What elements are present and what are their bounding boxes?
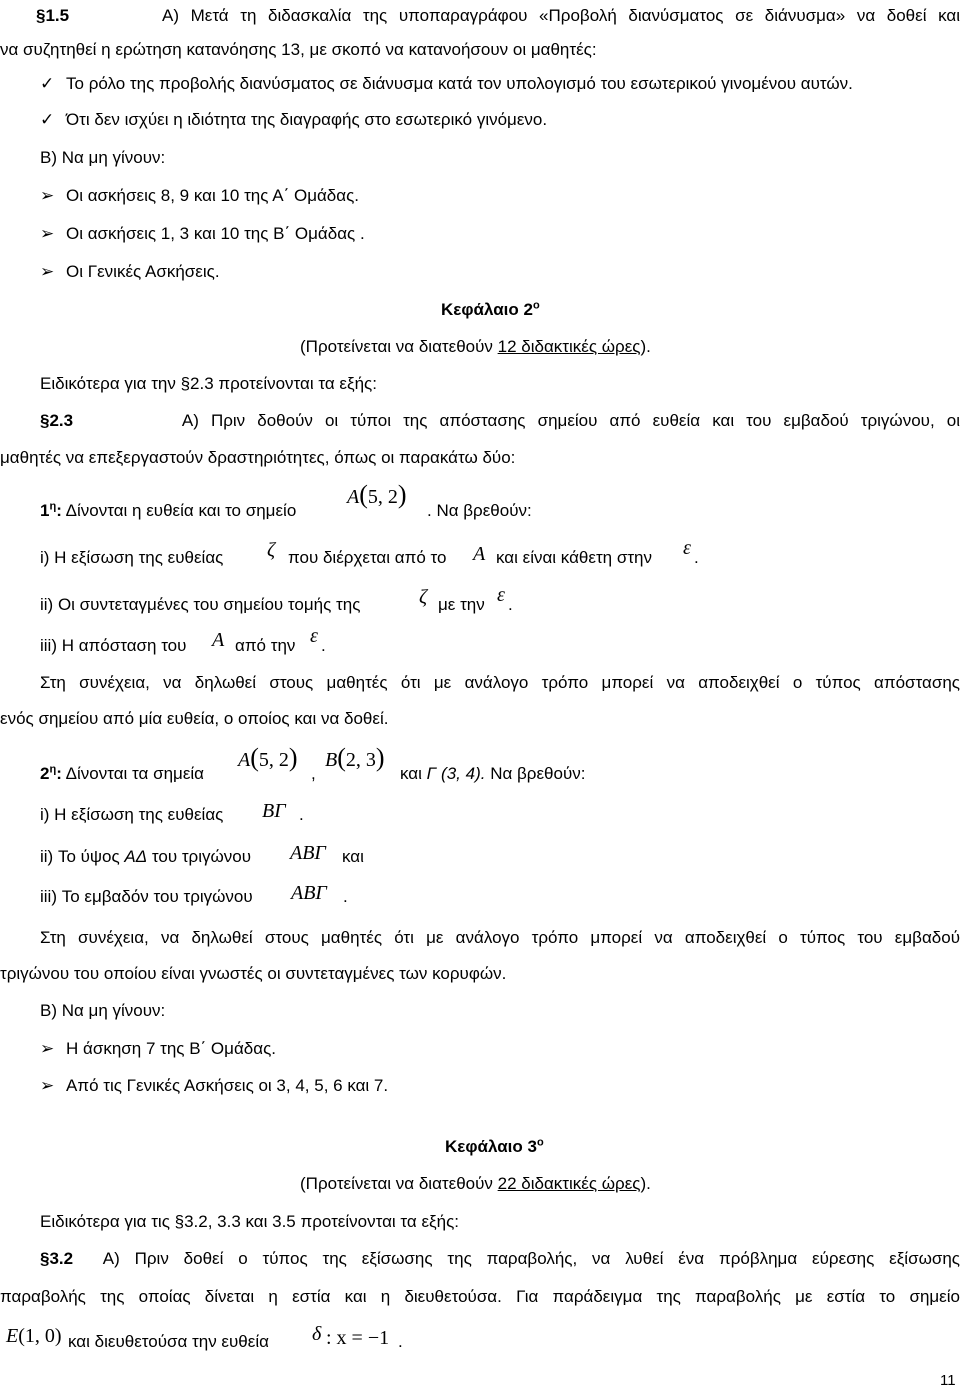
check-item-text: Το ρόλο της προβολής διανύσματος σε διάνυσμα κατά τον υπολογισμό του εσωτερικού γινομένου αυτών.	[66, 74, 853, 93]
paragraph-line: παραβολής της οποίας δίνεται η εστία και η διευθετούσα. Για παράδειγμα της παραβολής με εστία το σημείο	[0, 1287, 960, 1306]
page-number: 11	[940, 1372, 956, 1389]
activity-1-item-ii: ii) Οι συντεταγμένες του σημείου τομής της ζ με την ε .	[40, 584, 513, 614]
arrow-item-text: Η άσκηση 7 της Β΄ Ομάδας.	[66, 1039, 276, 1058]
arrow-bullet-icon: ➢	[40, 262, 55, 281]
activity-2-item-iii: iii) Το εμβαδόν του τριγώνου ΑΒΓ .	[40, 882, 348, 906]
activity-2-item-i: i) Η εξίσωση της ευθείας ΒΓ .	[40, 800, 304, 824]
arrow-item	[40, 184, 960, 208]
subheading: Β) Να μη γίνουν:	[40, 148, 166, 167]
check-item	[40, 72, 960, 96]
chapter-3-hours: (Προτείνεται να διατεθούν 22 διδακτικές ώρες).	[300, 1174, 651, 1193]
section-label: §1.5	[36, 6, 70, 25]
section-1-5-intro	[36, 4, 960, 28]
arrow-item-text: Οι Γενικές Ασκήσεις.	[66, 262, 220, 281]
arrow-item	[40, 1037, 960, 1061]
math-point-b: B(2, 3)	[325, 743, 385, 772]
activity-2: $2^\eta$: Δίνονται τα σημεία A(5, 2) , B(2, 3) και Γ (3, 4). Να βρεθούν:	[40, 743, 586, 783]
math-point-a: A(5, 2)	[238, 743, 298, 772]
arrow-bullet-icon: ➢	[40, 1076, 55, 1095]
activity-2-item-ii: ii) Το ύψος ΑΔ του τριγώνου ΑΒΓ και	[40, 842, 364, 866]
check-item	[40, 108, 960, 132]
section-2-3-intro: §2.3 Α) Πριν δοθούν οι τύποι της απόστασης σημείου από ευθεία και του εμβαδού τριγώνου, οι	[40, 411, 960, 430]
subheading: Β) Να μη γίνουν:	[40, 1001, 166, 1020]
arrow-item-text: Οι ασκήσεις 8, 9 και 10 της Α΄ Ομάδας.	[66, 186, 360, 205]
paragraph-line: Στη συνέχεια, να δηλωθεί στους μαθητές ότι με ανάλογο τρόπο μπορεί να αποδειχθεί ο τύπος απόστασης	[40, 673, 960, 692]
paragraph-text: Α) Μετά τη διδασκαλία της υποπαραγράφου «Προβολή διανύσματος σε διάνυσμα» να δοθεί και	[161, 6, 960, 25]
activity-1: $1^\eta$: Δίνονται η ευθεία και το σημείο A(5, 2) . Να βρεθούν:	[40, 480, 532, 520]
math-point-e: E(1, 0)	[6, 1325, 62, 1347]
section-3-2-intro: §3.2 Α) Πριν δοθεί ο τύπος της εξίσωσης της παραβολής, να λυθεί ένα πρόβλημα εύρεσης εξίσωσης	[40, 1249, 960, 1268]
chapter-2-title: Κεφάλαιο $2^o$	[441, 299, 540, 319]
activity-1-item-iii: iii) Η απόσταση του A από την ε .	[40, 625, 326, 655]
check-icon: ✓	[40, 74, 55, 93]
arrow-item-text: Από τις Γενικές Ασκήσεις οι 3, 4, 5, 6 και 7.	[66, 1076, 389, 1095]
check-item-text: Ότι δεν ισχύει η ιδιότητα της διαγραφής στο εσωτερικό γινόμενο.	[66, 110, 548, 129]
arrow-bullet-icon: ➢	[40, 224, 55, 243]
arrow-bullet-icon: ➢	[40, 1039, 55, 1058]
arrow-item-text: Οι ασκήσεις 1, 3 και 10 της Β΄ Ομάδας .	[66, 224, 365, 243]
paragraph-line: Ειδικότερα για τις §3.2, 3.3 και 3.5 προτείνονται τα εξής:	[40, 1212, 460, 1231]
check-icon: ✓	[40, 110, 55, 129]
paragraph-line: μαθητές να επεξεργαστούν δραστηριότητες, όπως οι παρακάτω δύο:	[0, 448, 516, 467]
chapter-2-hours: (Προτείνεται να διατεθούν 12 διδακτικές ώρες).	[300, 337, 651, 356]
arrow-item	[40, 222, 960, 246]
section-label: §2.3	[40, 411, 74, 430]
arrow-item	[40, 260, 960, 284]
chapter-3-title: Κεφάλαιο $3^o$	[445, 1136, 544, 1156]
paragraph-line: Ειδικότερα για την §2.3 προτείνονται τα εξής:	[40, 374, 377, 393]
arrow-bullet-icon: ➢	[40, 186, 55, 205]
activity-1-item-i: i) Η εξίσωση της ευθείας ζ που διέρχεται από το A και είναι κάθετη στην ε .	[40, 537, 699, 567]
section-label: §3.2	[40, 1249, 74, 1268]
math-point-a: A(5, 2)	[347, 480, 407, 509]
paragraph-line: τριγώνου του οποίου είναι γνωστές οι συντεταγμένες των κορυφών.	[0, 964, 507, 983]
paragraph-line: να συζητηθεί η ερώτηση κατανόησης 13, με σκοπό να κατανοήσουν οι μαθητές:	[0, 40, 597, 59]
arrow-item	[40, 1074, 960, 1098]
paragraph-line: Στη συνέχεια, να δηλωθεί στους μαθητές ότι με ανάλογο τρόπο μπορεί να αποδειχθεί ο τύπος του εμβαδού	[40, 928, 960, 947]
paragraph-line: ενός σημείου από μία ευθεία, ο οποίος και να δοθεί.	[0, 709, 389, 728]
